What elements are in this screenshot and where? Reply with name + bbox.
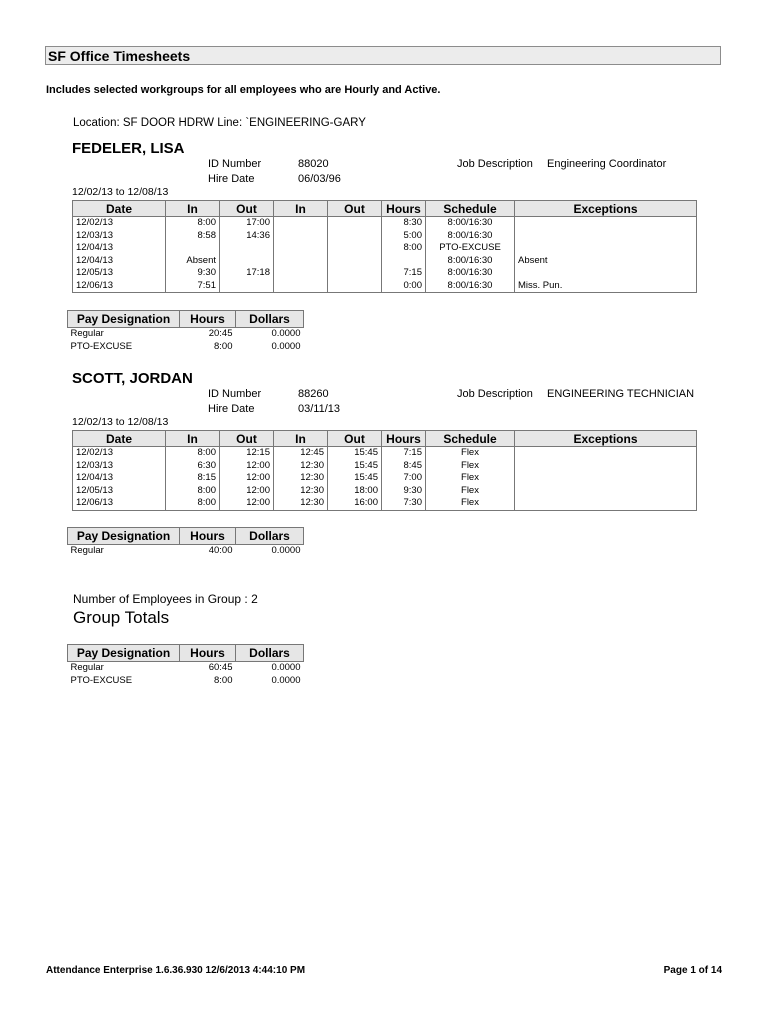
job-description-value: Engineering Coordinator [547,158,667,170]
pay-cell: 0.0000 [271,340,301,352]
id-number-label: ID Number [208,388,262,400]
timesheet-cell: 15:45 [328,447,382,460]
timesheet-row [73,267,697,280]
timesheet-cell: 12:00 [220,472,274,485]
timesheet-cell: 17:18 [220,267,274,280]
timesheet-cell: 12/05/13 [73,267,166,280]
timesheet-cell: 12/06/13 [73,497,166,510]
timesheet-cell: 8:58 [166,230,220,243]
column-header: Dollars [236,645,304,662]
timesheet-row [73,255,697,268]
timesheet-cell: 8:00/16:30 [426,255,515,268]
timesheet-cell [274,255,328,268]
timesheet-cell: Flex [426,497,515,510]
timesheet-cell [220,242,274,255]
timesheet-cell: 14:36 [220,230,274,243]
timesheet-cell: 12:30 [274,497,328,510]
column-header: Date [73,431,166,447]
timesheet-cell: 5:00 [382,230,426,243]
timesheet-cell [515,460,697,473]
timesheet-cell: 8:00 [166,217,220,230]
column-header: In [166,201,220,217]
timesheet-cell [515,217,697,230]
employee-name: FEDELER, LISA [72,140,185,157]
timesheet-cell: 12:00 [220,460,274,473]
hire-date-value: 06/03/96 [298,173,341,185]
timesheet-cell [515,267,697,280]
timesheet-table [72,430,697,511]
timesheet-cell: 8:00/16:30 [426,217,515,230]
hire-date-label: Hire Date [208,173,255,185]
group-totals-title: Group Totals [73,608,170,627]
timesheet-row [73,472,697,485]
job-description-value: ENGINEERING TECHNICIAN [547,388,695,400]
pay-cell: PTO-EXCUSE [70,674,133,686]
pay-cell: 0.0000 [271,328,301,339]
column-header: Hours [180,311,236,328]
timesheet-cell: 7:00 [382,472,426,485]
timesheet-cell [515,230,697,243]
column-header: In [274,431,328,447]
column-header: Schedule [426,201,515,217]
pay-cell: 40:00 [208,545,233,556]
timesheet-cell: Flex [426,485,515,498]
timesheet-row [73,242,697,255]
column-header: Hours [180,528,236,545]
column-header: In [274,201,328,217]
pay-cell: 8:00 [214,340,233,352]
timesheet-cell: 7:15 [382,267,426,280]
pay-cell: 8:00 [214,674,233,686]
pay-cell: Regular [70,328,104,339]
timesheet-cell [328,230,382,243]
timesheet-cell: 9:30 [166,267,220,280]
pay-cell: Regular [70,545,104,556]
pay-cell: 0.0000 [271,674,301,686]
timesheet-cell: 8:30 [382,217,426,230]
pay-cell: PTO-EXCUSE [70,340,133,352]
timesheet-cell: 12/02/13 [73,447,166,460]
pay-period: 12/02/13 to 12/08/13 [72,416,169,428]
timesheet-cell: 8:00 [166,447,220,460]
column-header: Dollars [236,311,304,328]
timesheet-cell: Flex [426,472,515,485]
timesheet-cell [274,242,328,255]
timesheet-row [73,460,697,473]
column-header: Dollars [236,528,304,545]
timesheet-cell: 8:45 [382,460,426,473]
timesheet-cell: 12:00 [220,497,274,510]
employee-name: SCOTT, JORDAN [72,370,193,387]
timesheet-row [73,447,697,460]
timesheet-cell: 9:30 [382,485,426,498]
timesheet-cell: 12/03/13 [73,460,166,473]
timesheet-cell: 12:45 [274,447,328,460]
report-subtitle: Includes selected workgroups for all employees who are Hourly and Active. [46,84,441,96]
timesheet-cell: 12:30 [274,485,328,498]
timesheet-cell: 12/05/13 [73,485,166,498]
timesheet-cell [515,447,697,460]
timesheet-cell: 8:00 [166,485,220,498]
pay-row [68,675,304,688]
column-header: Hours [382,431,426,447]
timesheet-cell [274,217,328,230]
timesheet-cell: 15:45 [328,460,382,473]
timesheet-cell: 12/04/13 [73,242,166,255]
footer-app-info: Attendance Enterprise 1.6.36.930 12/6/2013 4:44:10 PM [46,965,306,976]
timesheet-cell [274,230,328,243]
timesheet-cell: Absent [166,255,220,268]
column-header: Hours [382,201,426,217]
timesheet-cell: 7:15 [382,447,426,460]
id-number-label: ID Number [208,158,262,170]
timesheet-cell [515,485,697,498]
timesheet-cell [274,267,328,280]
hire-date-label: Hire Date [208,403,255,415]
timesheet-cell: 12:15 [220,447,274,460]
column-header: Out [220,201,274,217]
pay-designation-table [67,310,304,353]
job-description-label: Job Description [457,388,533,400]
timesheet-cell [220,255,274,268]
group-pay-table [67,644,304,687]
timesheet-cell: 0:00 [382,280,426,293]
timesheet-cell: Absent [515,255,697,268]
timesheet-cell: 12/04/13 [73,255,166,268]
timesheet-row [73,497,697,510]
column-header: Hours [180,645,236,662]
timesheet-row [73,230,697,243]
pay-row [68,341,304,354]
timesheet-cell [328,217,382,230]
employee-count: Number of Employees in Group : 2 [73,592,258,606]
timesheet-cell: 8:00/16:30 [426,267,515,280]
timesheet-cell: 6:30 [166,460,220,473]
timesheet-cell: 12/06/13 [73,280,166,293]
timesheet-cell: 12/02/13 [73,217,166,230]
timesheet-row [73,485,697,498]
timesheet-cell: 7:51 [166,280,220,293]
timesheet-cell: 7:30 [382,497,426,510]
timesheet-table [72,200,697,293]
pay-cell: 60:45 [208,662,233,673]
column-header: Pay Designation [68,528,180,545]
timesheet-cell: Flex [426,447,515,460]
pay-row [68,328,304,341]
timesheet-cell: 17:00 [220,217,274,230]
timesheet-cell: 15:45 [328,472,382,485]
pay-cell: Regular [70,662,104,673]
timesheet-cell [328,267,382,280]
pay-cell: 0.0000 [271,545,301,556]
pay-period: 12/02/13 to 12/08/13 [72,186,169,198]
timesheet-cell: 12:00 [220,485,274,498]
column-header: Out [220,431,274,447]
timesheet-cell: 8:00 [382,242,426,255]
location-line: Location: SF DOOR HDRW Line: `ENGINEERING-GARY [73,117,366,129]
timesheet-cell: 16:00 [328,497,382,510]
timesheet-cell: 8:00/16:30 [426,280,515,293]
timesheet-cell [382,255,426,268]
column-header: Date [73,201,166,217]
timesheet-cell: 12/04/13 [73,472,166,485]
timesheet-cell [328,280,382,293]
timesheet-cell [328,242,382,255]
timesheet-cell: 12:30 [274,472,328,485]
timesheet-cell [515,497,697,510]
timesheet-cell: Flex [426,460,515,473]
timesheet-cell: PTO-EXCUSE [426,242,515,255]
pay-row [68,545,304,558]
pay-cell: 20:45 [208,328,233,339]
column-header: Exceptions [515,431,697,447]
hire-date-value: 03/11/13 [298,403,341,415]
timesheet-cell: 12/03/13 [73,230,166,243]
timesheet-cell [274,280,328,293]
column-header: Out [328,431,382,447]
timesheet-cell: Miss. Pun. [515,280,697,293]
pay-row [68,662,304,675]
timesheet-cell [220,280,274,293]
column-header: In [166,431,220,447]
id-number-value: 88260 [298,388,329,400]
timesheet-cell: 8:15 [166,472,220,485]
timesheet-cell: 8:00 [166,497,220,510]
id-number-value: 88020 [298,158,329,170]
column-header: Exceptions [515,201,697,217]
timesheet-row [73,280,697,293]
column-header: Pay Designation [68,645,180,662]
footer-page-number: Page 1 of 14 [663,965,722,976]
column-header: Out [328,201,382,217]
timesheet-cell: 18:00 [328,485,382,498]
column-header: Schedule [426,431,515,447]
timesheet-cell: 8:00/16:30 [426,230,515,243]
report-title: SF Office Timesheets [45,46,721,65]
job-description-label: Job Description [457,158,533,170]
pay-designation-table [67,527,304,558]
timesheet-cell [328,255,382,268]
column-header: Pay Designation [68,311,180,328]
timesheet-cell [515,472,697,485]
timesheet-row [73,217,697,230]
timesheet-cell [166,242,220,255]
timesheet-cell: 12:30 [274,460,328,473]
pay-cell: 0.0000 [271,662,301,673]
timesheet-cell [515,242,697,255]
